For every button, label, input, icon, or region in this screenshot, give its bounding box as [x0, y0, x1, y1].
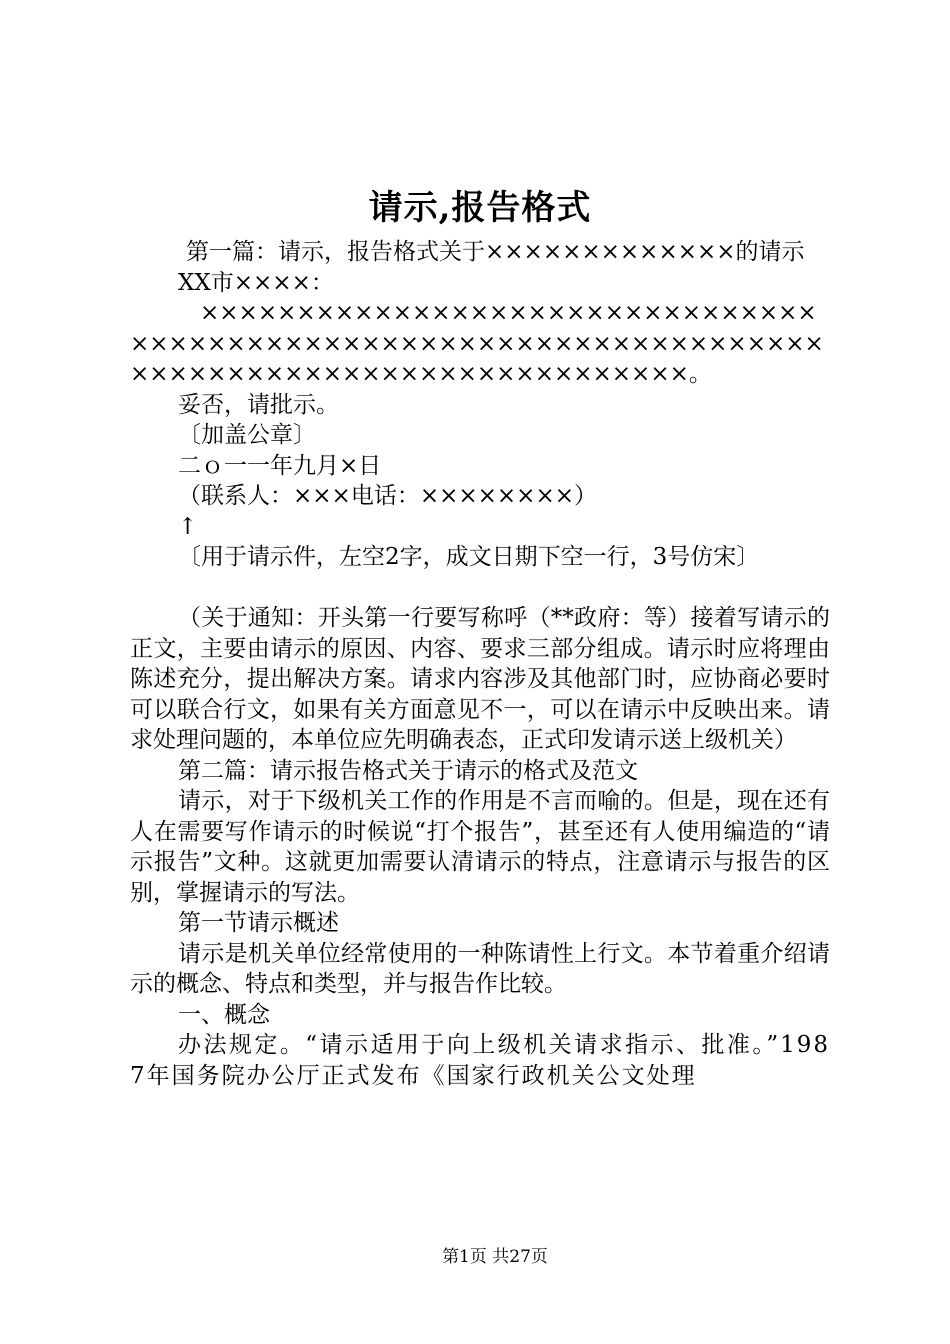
paragraph-4: 妥否，请批示。	[178, 391, 339, 418]
paragraph-3: ×××××××××××××××××××××××××××××××××××××××××××××××××××××××××××××××××××××××××××××××××××××××××××××××××。	[130, 300, 824, 387]
paragraph-5: 〔加盖公章〕	[178, 422, 316, 448]
page-number-footer: 第1页 共27页	[442, 1247, 548, 1267]
paragraph-6: 二ｏ一一年九月×日	[178, 452, 382, 479]
document-title: 请示,报告格式	[368, 188, 592, 228]
paragraph-15: 一、概念	[178, 1001, 270, 1028]
document-body	[130, 237, 830, 1091]
paragraph-2: XX市××××：	[178, 269, 334, 296]
blank-line	[130, 573, 830, 604]
paragraph-12: 请示，对于下级机关工作的作用是不言而喻的。但是，现在还有人在需要写作请示的时候说“打个报告”，甚至还有人使用编造的“请示报告”文种。这就更加需要认清请示的特点，注意请示与报告的区别，掌握请示的写法。	[130, 788, 830, 906]
paragraph-10: （关于通知：开头第一行要写称呼（**政府：等）接着写请示的正文，主要由请示的原因、内容、要求三部分组成。请示时应将理由陈述充分，提出解决方案。请求内容涉及其他部门时，应协商必要时可以联合行文，如果有关方面意见不一，可以在请示中反映出来。请求处理问题的，本单位应先明确表态，正式印发请示送上级机关）	[130, 605, 830, 753]
paragraph-9: 〔用于请示件，左空2字，成文日期下空一行，3号仿宋〕	[178, 544, 760, 570]
paragraph-7: （联系人：×××电话：××××××××）	[178, 483, 597, 509]
paragraph-13: 第一节请示概述	[178, 910, 339, 936]
paragraph-14: 请示是机关单位经常使用的一种陈请性上行文。本节着重介绍请示的概念、特点和类型，并与报告作比较。	[130, 940, 830, 997]
paragraph-1: 第一篇：请示，报告格式关于×××××××××××××的请示	[186, 239, 805, 265]
paragraph-8: ↑	[178, 513, 198, 540]
paragraph-11: 第二篇：请示报告格式关于请示的格式及范文	[178, 757, 638, 784]
paragraph-16: 办法规定。“请示适用于向上级机关请求指示、批准。”1987年国务院办公厅正式发布《国家行政机关公文处理	[130, 1032, 830, 1089]
